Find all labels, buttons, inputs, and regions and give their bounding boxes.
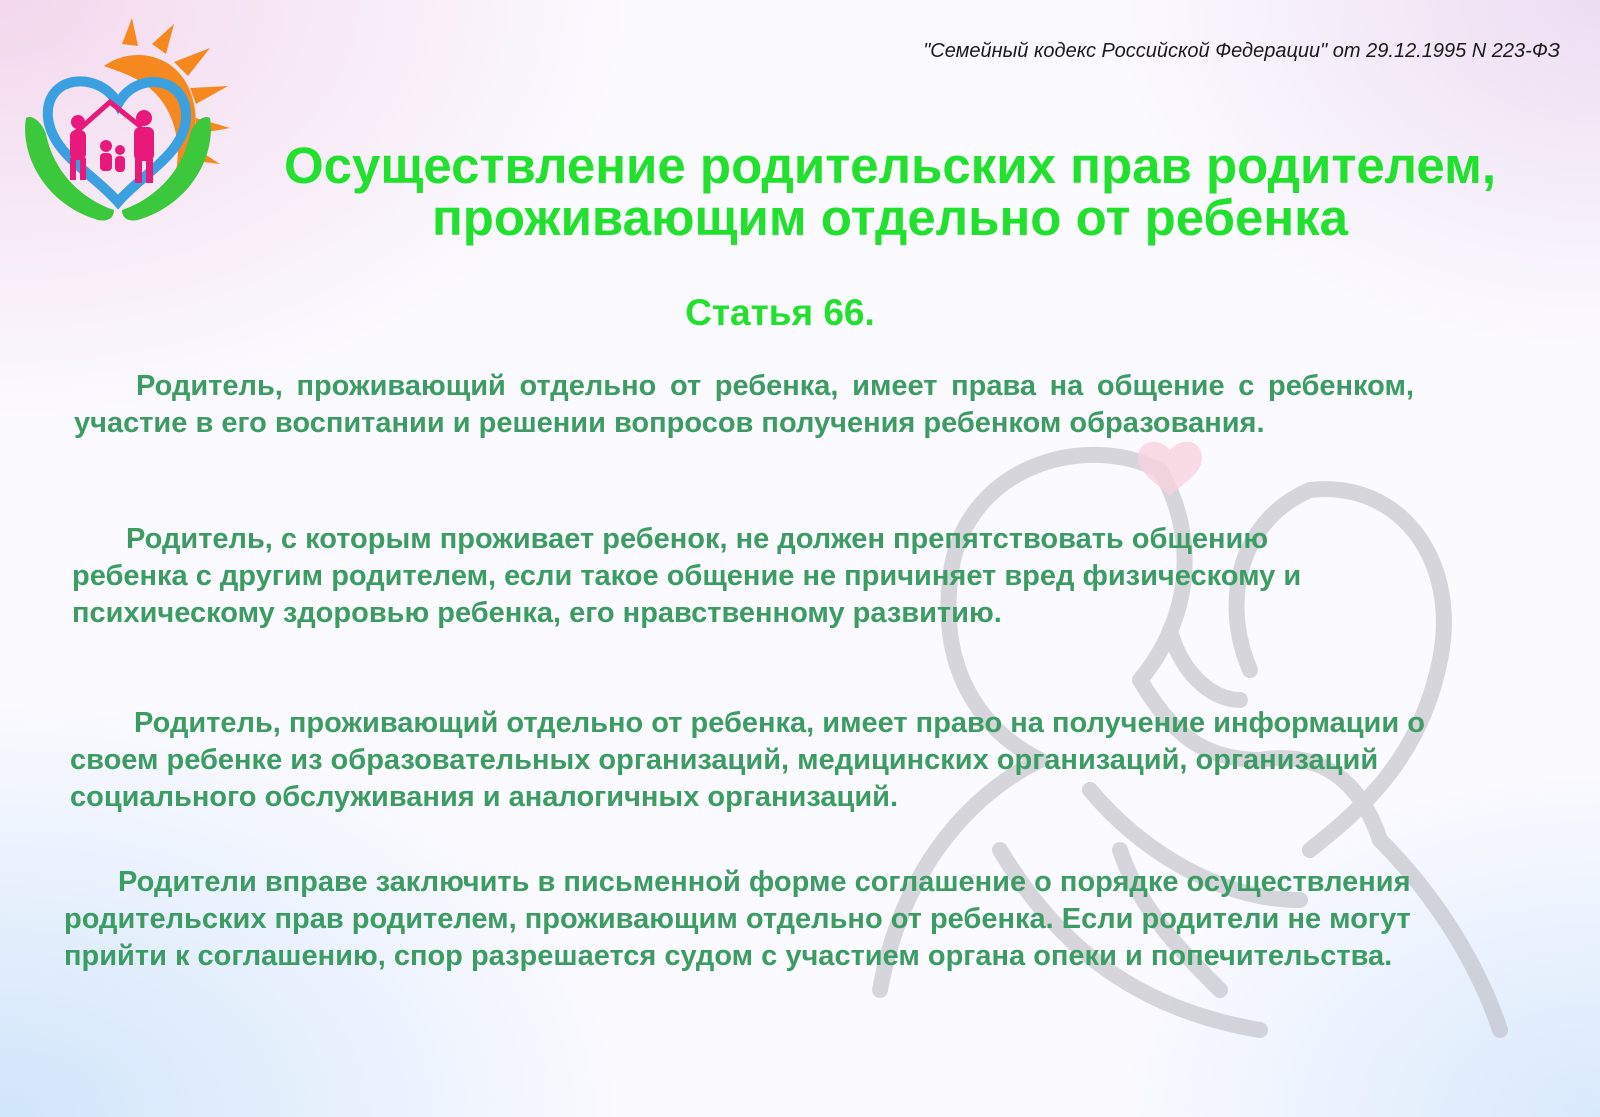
page-title: [200, 137, 1580, 246]
paragraph-2: Родитель, с которым проживает ребенок, не должен препятствовать общению ребенка с другим родителем, если такое общение не причиняет вред физическому и психическому здоровью ребенка, его нравственному развитию.: [72, 523, 1302, 629]
paragraph-3: Родитель, проживающий отдельно от ребенка, имеет право на получение информации о своем ребенке из образовательных организаций, медицинских организаций, организаций социального обслуживания и аналогичных организаций.: [70, 707, 1425, 813]
page-title-line-1: Осуществление родительских прав родителем,: [284, 137, 1496, 194]
article-label: Статья 66.: [685, 292, 875, 333]
source-reference: "Семейный кодекс Российской Федерации" от 29.12.1995 N 223-ФЗ: [923, 40, 1560, 62]
paragraph-4: Родители вправе заключить в письменной форме соглашение о порядке осуществления родительских прав родителем, проживающим отдельно от ребенка. Если родители не могут прийти к соглашению, спор разрешается судом с участием органа опеки и попечительства.: [64, 866, 1411, 972]
page-title-line-2: проживающим отдельно от ребенка: [431, 189, 1349, 246]
paragraph-1: Родитель, проживающий отдельно от ребенка, имеет права на общение с ребенком, участие в его воспитании и решении вопросов получения ребенком образования.: [74, 370, 1414, 439]
